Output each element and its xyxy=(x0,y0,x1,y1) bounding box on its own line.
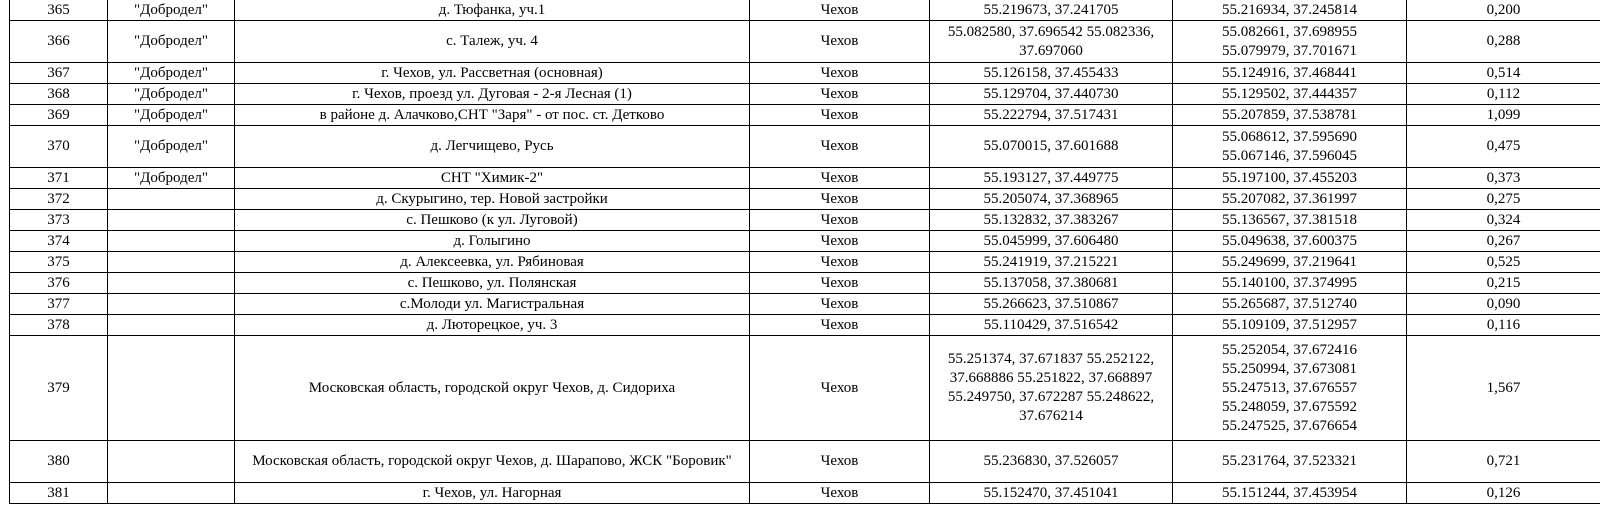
coordinate-line: 55.129704, 37.440730 xyxy=(983,85,1119,102)
row-number-cell: 368 xyxy=(10,84,108,105)
location-cell: с. Талеж, уч. 4 xyxy=(235,21,750,63)
table-row xyxy=(10,168,1600,189)
row-number-cell: 375 xyxy=(10,252,108,273)
table-row xyxy=(10,189,1600,210)
coordinate-line: 55.207082, 37.361997 xyxy=(1222,190,1357,207)
city-cell: Чехов xyxy=(750,315,930,336)
coordinate-line: 55.251374, 37.671837 55.252122, xyxy=(947,351,1155,367)
city-cell: Чехов xyxy=(750,483,930,504)
coordinate-line: 37.697060 xyxy=(1019,42,1083,59)
coordinate-line: 55.082661, 37.698955 xyxy=(1222,23,1357,40)
end-coordinates-cell xyxy=(1173,84,1407,105)
coordinate-line: 55.197100, 37.455203 xyxy=(1222,169,1357,186)
coordinate-line: 55.082580, 37.696542 55.082336, xyxy=(947,23,1155,40)
coordinate-line: 55.140100, 37.374995 xyxy=(1222,274,1357,291)
length-cell: 0,112 xyxy=(1407,84,1600,105)
coordinate-line: 55.124916, 37.468441 xyxy=(1222,64,1357,81)
coordinate-line: 55.068612, 37.595690 xyxy=(1222,128,1357,145)
coordinate-line: 37.668886 55.251822, 37.668897 xyxy=(949,370,1153,386)
city-cell: Чехов xyxy=(750,336,930,441)
start-coordinates-cell xyxy=(930,294,1173,315)
end-coordinates-cell xyxy=(1173,63,1407,84)
row-number-cell: 367 xyxy=(10,63,108,84)
row-number-cell: 374 xyxy=(10,231,108,252)
start-coordinates-cell xyxy=(930,315,1173,336)
city-cell: Чехов xyxy=(750,441,930,483)
start-coordinates-cell xyxy=(930,441,1173,483)
organization-cell: "Добродел" xyxy=(108,63,235,84)
table-row xyxy=(10,294,1600,315)
row-number-cell: 366 xyxy=(10,21,108,63)
start-coordinates-cell xyxy=(930,21,1173,63)
coordinate-line: 55.126158, 37.455433 xyxy=(983,64,1119,81)
city-cell: Чехов xyxy=(750,273,930,294)
organization-cell xyxy=(108,483,235,504)
table-row xyxy=(10,63,1600,84)
length-cell: 1,567 xyxy=(1407,336,1600,441)
end-coordinates-cell xyxy=(1173,441,1407,483)
start-coordinates-cell xyxy=(930,252,1173,273)
end-coordinates-cell xyxy=(1173,210,1407,231)
table-row xyxy=(10,0,1600,21)
organization-cell xyxy=(108,273,235,294)
location-cell: Московская область, городской округ Чехов, д. Шарапово, ЖСК "Боровик" xyxy=(235,441,750,483)
length-cell: 0,288 xyxy=(1407,21,1600,63)
coordinate-line: 55.249699, 37.219641 xyxy=(1222,253,1357,270)
start-coordinates-cell xyxy=(930,0,1173,21)
city-cell: Чехов xyxy=(750,210,930,231)
organization-cell: "Добродел" xyxy=(108,0,235,21)
location-cell: с. Пешково, ул. Полянская xyxy=(235,273,750,294)
start-coordinates-cell xyxy=(930,168,1173,189)
coordinate-line: 55.236830, 37.526057 xyxy=(983,453,1119,469)
organization-cell: "Добродел" xyxy=(108,21,235,63)
coordinate-line: 55.110429, 37.516542 xyxy=(983,316,1119,333)
city-cell: Чехов xyxy=(750,294,930,315)
location-cell: г. Чехов, проезд ул. Дуговая - 2-я Лесная (1) xyxy=(235,84,750,105)
organization-cell: "Добродел" xyxy=(108,168,235,189)
coordinate-line: 55.252054, 37.672416 xyxy=(1222,341,1357,358)
table-row xyxy=(10,231,1600,252)
table-row xyxy=(10,441,1600,483)
city-cell: Чехов xyxy=(750,63,930,84)
location-cell: д. Алексеевка, ул. Рябиновая xyxy=(235,252,750,273)
coordinate-line: 55.207859, 37.538781 xyxy=(1222,106,1357,123)
city-cell: Чехов xyxy=(750,168,930,189)
coordinate-line: 55.079979, 37.701671 xyxy=(1222,42,1357,59)
city-cell: Чехов xyxy=(750,252,930,273)
location-cell: с.Молоди ул. Магистральная xyxy=(235,294,750,315)
coordinate-line: 55.241919, 37.215221 xyxy=(983,253,1119,270)
length-cell: 0,126 xyxy=(1407,483,1600,504)
coordinate-line: 55.248059, 37.675592 xyxy=(1222,398,1357,415)
row-number-cell: 380 xyxy=(10,441,108,483)
city-cell: Чехов xyxy=(750,105,930,126)
coordinate-line: 55.205074, 37.368965 xyxy=(983,190,1119,207)
row-number-cell: 373 xyxy=(10,210,108,231)
coordinate-line: 55.247513, 37.676557 xyxy=(1222,379,1357,396)
organization-cell xyxy=(108,294,235,315)
location-cell: д. Скурыгино, тер. Новой застройки xyxy=(235,189,750,210)
table-row xyxy=(10,21,1600,63)
location-cell: с. Пешково (к ул. Луговой) xyxy=(235,210,750,231)
location-cell: СНТ "Химик-2" xyxy=(235,168,750,189)
roads-table xyxy=(9,0,1600,504)
organization-cell xyxy=(108,252,235,273)
coordinate-line: 37.676214 xyxy=(1019,408,1083,424)
end-coordinates-cell xyxy=(1173,168,1407,189)
length-cell: 1,099 xyxy=(1407,105,1600,126)
end-coordinates-cell xyxy=(1173,273,1407,294)
coordinate-line: 55.049638, 37.600375 xyxy=(1222,232,1357,249)
coordinate-line: 55.249750, 37.672287 55.248622, xyxy=(947,389,1155,405)
coordinate-line: 55.045999, 37.606480 xyxy=(983,232,1119,249)
location-cell: д. Голыгино xyxy=(235,231,750,252)
start-coordinates-cell xyxy=(930,210,1173,231)
coordinate-line: 55.109109, 37.512957 xyxy=(1222,316,1357,333)
coordinate-line: 55.136567, 37.381518 xyxy=(1222,211,1357,228)
end-coordinates-cell xyxy=(1173,105,1407,126)
organization-cell xyxy=(108,441,235,483)
table-row xyxy=(10,336,1600,441)
coordinate-line: 55.067146, 37.596045 xyxy=(1222,147,1357,164)
location-cell: д. Люторецкое, уч. 3 xyxy=(235,315,750,336)
coordinate-line: 55.266623, 37.510867 xyxy=(983,295,1119,312)
city-cell: Чехов xyxy=(750,189,930,210)
row-number-cell: 376 xyxy=(10,273,108,294)
end-coordinates-cell xyxy=(1173,483,1407,504)
table-row xyxy=(10,315,1600,336)
location-cell: г. Чехов, ул. Рассветная (основная) xyxy=(235,63,750,84)
organization-cell xyxy=(108,336,235,441)
location-cell: Московская область, городской округ Чехов, д. Сидориха xyxy=(235,336,750,441)
length-cell: 0,324 xyxy=(1407,210,1600,231)
end-coordinates-cell xyxy=(1173,21,1407,63)
start-coordinates-cell xyxy=(930,483,1173,504)
table-row xyxy=(10,273,1600,294)
organization-cell: "Добродел" xyxy=(108,84,235,105)
length-cell: 0,267 xyxy=(1407,231,1600,252)
table-row xyxy=(10,210,1600,231)
row-number-cell: 371 xyxy=(10,168,108,189)
coordinate-line: 55.129502, 37.444357 xyxy=(1222,85,1357,102)
coordinate-line: 55.247525, 37.676654 xyxy=(1222,417,1357,434)
row-number-cell: 378 xyxy=(10,315,108,336)
coordinate-line: 55.193127, 37.449775 xyxy=(983,169,1119,186)
table-row xyxy=(10,483,1600,504)
coordinate-line: 55.231764, 37.523321 xyxy=(1222,453,1357,469)
end-coordinates-cell xyxy=(1173,0,1407,21)
end-coordinates-cell xyxy=(1173,126,1407,168)
organization-cell xyxy=(108,231,235,252)
location-cell: в районе д. Алачково,СНТ "Заря" - от пос. ст. Детково xyxy=(235,105,750,126)
start-coordinates-cell xyxy=(930,189,1173,210)
coordinate-line: 55.265687, 37.512740 xyxy=(1222,295,1357,312)
row-number-cell: 370 xyxy=(10,126,108,168)
organization-cell: "Добродел" xyxy=(108,105,235,126)
coordinate-line: 55.250994, 37.673081 xyxy=(1222,360,1357,377)
length-cell: 0,116 xyxy=(1407,315,1600,336)
row-number-cell: 379 xyxy=(10,336,108,441)
table-row xyxy=(10,252,1600,273)
start-coordinates-cell xyxy=(930,336,1173,441)
end-coordinates-cell xyxy=(1173,252,1407,273)
table-row xyxy=(10,126,1600,168)
coordinate-line: 55.137058, 37.380681 xyxy=(983,274,1119,291)
length-cell: 0,514 xyxy=(1407,63,1600,84)
location-cell: д. Легчищево, Русь xyxy=(235,126,750,168)
table-row xyxy=(10,84,1600,105)
coordinate-line: 55.152470, 37.451041 xyxy=(983,484,1119,501)
city-cell: Чехов xyxy=(750,0,930,21)
length-cell: 0,475 xyxy=(1407,126,1600,168)
end-coordinates-cell xyxy=(1173,315,1407,336)
table-body xyxy=(10,0,1600,504)
coordinate-line: 55.070015, 37.601688 xyxy=(983,138,1119,154)
city-cell: Чехов xyxy=(750,126,930,168)
location-cell: г. Чехов, ул. Нагорная xyxy=(235,483,750,504)
length-cell: 0,275 xyxy=(1407,189,1600,210)
start-coordinates-cell xyxy=(930,126,1173,168)
length-cell: 0,215 xyxy=(1407,273,1600,294)
start-coordinates-cell xyxy=(930,105,1173,126)
organization-cell: "Добродел" xyxy=(108,126,235,168)
end-coordinates-cell xyxy=(1173,189,1407,210)
row-number-cell: 372 xyxy=(10,189,108,210)
length-cell: 0,721 xyxy=(1407,441,1600,483)
city-cell: Чехов xyxy=(750,84,930,105)
length-cell: 0,090 xyxy=(1407,294,1600,315)
length-cell: 0,373 xyxy=(1407,168,1600,189)
length-cell: 0,200 xyxy=(1407,0,1600,21)
end-coordinates-cell xyxy=(1173,336,1407,441)
coordinate-line: 55.151244, 37.453954 xyxy=(1222,484,1357,501)
organization-cell xyxy=(108,315,235,336)
organization-cell xyxy=(108,189,235,210)
coordinate-line: 55.219673, 37.241705 xyxy=(983,1,1119,18)
end-coordinates-cell xyxy=(1173,294,1407,315)
row-number-cell: 365 xyxy=(10,0,108,21)
start-coordinates-cell xyxy=(930,63,1173,84)
end-coordinates-cell xyxy=(1173,231,1407,252)
city-cell: Чехов xyxy=(750,21,930,63)
city-cell: Чехов xyxy=(750,231,930,252)
row-number-cell: 381 xyxy=(10,483,108,504)
location-cell: д. Тюфанка, уч.1 xyxy=(235,0,750,21)
coordinate-line: 55.222794, 37.517431 xyxy=(983,106,1119,123)
length-cell: 0,525 xyxy=(1407,252,1600,273)
organization-cell xyxy=(108,210,235,231)
row-number-cell: 377 xyxy=(10,294,108,315)
row-number-cell: 369 xyxy=(10,105,108,126)
coordinate-line: 55.216934, 37.245814 xyxy=(1222,1,1357,18)
table-row xyxy=(10,105,1600,126)
start-coordinates-cell xyxy=(930,231,1173,252)
start-coordinates-cell xyxy=(930,84,1173,105)
start-coordinates-cell xyxy=(930,273,1173,294)
coordinate-line: 55.132832, 37.383267 xyxy=(983,211,1119,228)
